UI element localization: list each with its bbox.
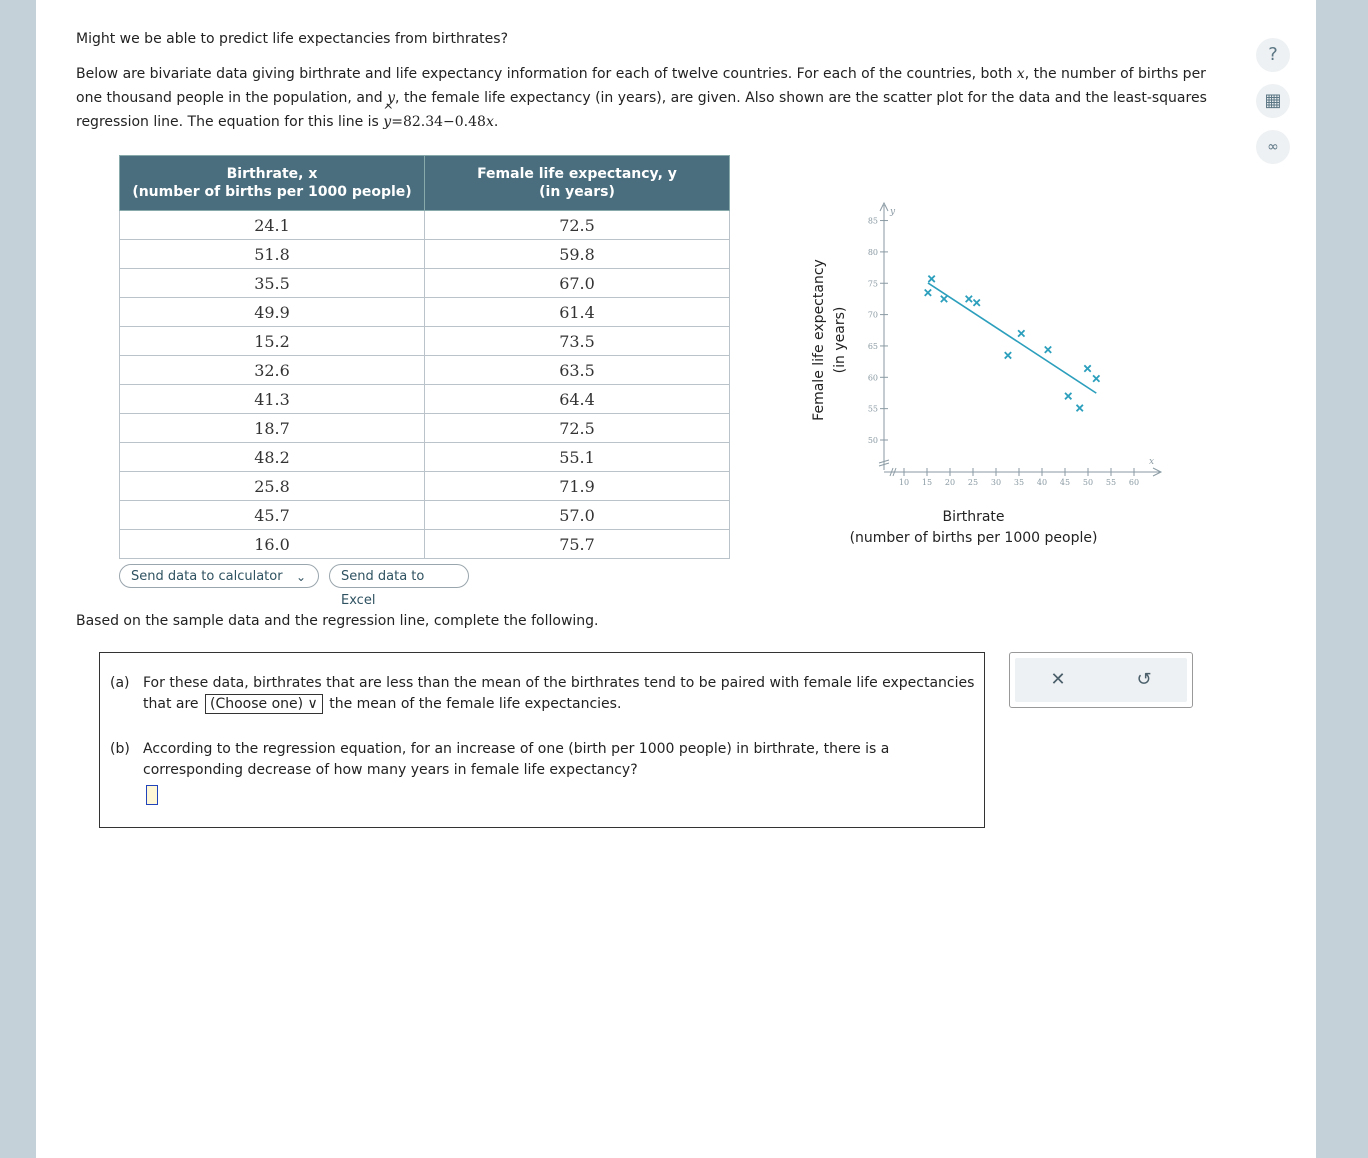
x-axis-label-line1: Birthrate xyxy=(942,509,1005,525)
x-axis-label-line2: (number of births per 1000 people) xyxy=(849,530,1098,546)
life-expectancy-cell: 72.5 xyxy=(425,211,730,240)
life-expectancy-cell: 71.9 xyxy=(425,472,730,501)
life-expectancy-cell: 63.5 xyxy=(425,356,730,385)
x-tick-label: 60 xyxy=(1128,478,1140,487)
header-x-unit: (number of births per 1000 people) xyxy=(132,184,412,200)
reset-button[interactable]: ↺ xyxy=(1136,669,1152,690)
table-row xyxy=(120,530,730,559)
intro-text-3: , the female life expectancy (in years), are given. Also shown are the scatter plot for the data and the least-squares regression line. The equation for this line is xyxy=(76,90,1207,130)
intro-y-var: y xyxy=(387,90,396,106)
link-button[interactable]: ∞ xyxy=(1256,130,1290,164)
life-expectancy-cell: 61.4 xyxy=(425,298,730,327)
table-row xyxy=(120,356,730,385)
y-tick-label: 55 xyxy=(867,404,878,414)
intro-text-2: , the number of births per one thousand people in the population, and xyxy=(76,66,1206,106)
regression-line xyxy=(928,283,1096,393)
y-axis-label xyxy=(811,259,848,421)
data-point xyxy=(1005,352,1011,358)
y-tick-label: 75 xyxy=(867,279,878,289)
part-b-text: According to the regression equation, for an increase of one (birth per 1000 people) in birthrate, there is a corresponding decrease of how many years in female life expectancy? xyxy=(143,741,890,778)
help-button[interactable]: ? xyxy=(1256,38,1290,72)
header-y-title: Female life expectancy, y xyxy=(477,166,677,182)
chevron-down-icon: ⌄ xyxy=(295,570,306,584)
y-tick-label: 85 xyxy=(867,216,878,226)
birthrate-cell: 45.7 xyxy=(120,501,425,530)
data-table xyxy=(119,155,730,559)
data-point xyxy=(973,299,979,305)
birthrate-cell: 18.7 xyxy=(120,414,425,443)
regression-equation xyxy=(383,103,394,134)
birthrate-cell: 25.8 xyxy=(120,472,425,501)
action-box xyxy=(1009,652,1193,708)
x-tick-label: 10 xyxy=(898,478,910,487)
x-tick-label: 35 xyxy=(1013,478,1025,487)
y-tick-label: 65 xyxy=(867,341,878,351)
data-point xyxy=(1018,330,1024,336)
data-point xyxy=(1093,375,1099,381)
life-expectancy-cell: 67.0 xyxy=(425,269,730,298)
part-a-text xyxy=(143,673,983,715)
table-row xyxy=(120,472,730,501)
table-row xyxy=(120,385,730,414)
intro-text-1: Below are bivariate data giving birthrate and life expectancy information for each of twelve countries. For each of the countries, both xyxy=(76,66,1017,82)
part-a-label: (a) xyxy=(110,675,130,691)
answer-input-b[interactable] xyxy=(146,785,158,805)
question-panel xyxy=(36,0,1316,1158)
scatter-chart xyxy=(766,195,1166,495)
send-to-excel-button[interactable]: Send data to Excel xyxy=(329,564,469,588)
data-point xyxy=(925,289,931,295)
birthrate-cell: 49.9 xyxy=(120,298,425,327)
part-b-label: (b) xyxy=(110,741,130,757)
header-y-unit: (in years) xyxy=(539,184,615,200)
y-axis-symbol: y xyxy=(890,207,896,217)
birthrate-cell: 16.0 xyxy=(120,530,425,559)
header-birthrate xyxy=(120,156,425,211)
life-expectancy-cell: 64.4 xyxy=(425,385,730,414)
data-point xyxy=(1065,393,1071,399)
instructions: Based on the sample data and the regression line, complete the following. xyxy=(76,613,599,629)
table-row xyxy=(120,327,730,356)
birthrate-cell: 24.1 xyxy=(120,211,425,240)
part-a-text-1: For these data, birthrates that are less than the mean of the birthrates tend to be paired with female life expectancies that are xyxy=(143,675,975,712)
life-expectancy-cell: 55.1 xyxy=(425,443,730,472)
equation-x: x xyxy=(485,114,494,130)
x-tick-label: 20 xyxy=(944,478,956,487)
comparison-select[interactable]: (Choose one) ∨ xyxy=(205,694,323,714)
clear-button[interactable]: ✕ xyxy=(1050,669,1066,690)
question-intro xyxy=(76,62,1236,134)
birthrate-cell: 51.8 xyxy=(120,240,425,269)
x-axis-caption xyxy=(841,507,1106,549)
table-row xyxy=(120,240,730,269)
header-life-expectancy xyxy=(425,156,730,211)
equation-yhat: y xyxy=(383,114,392,130)
birthrate-cell: 15.2 xyxy=(120,327,425,356)
equation-end: . xyxy=(493,114,499,130)
life-expectancy-cell: 72.5 xyxy=(425,414,730,443)
life-expectancy-cell: 57.0 xyxy=(425,501,730,530)
data-point xyxy=(941,296,947,302)
data-point xyxy=(966,296,972,302)
x-axis-symbol: x xyxy=(1149,457,1155,467)
intro-x-var: x xyxy=(1016,66,1025,82)
life-expectancy-cell: 73.5 xyxy=(425,327,730,356)
y-tick-label: 80 xyxy=(867,247,878,257)
life-expectancy-cell: 75.7 xyxy=(425,530,730,559)
y-axis-label-line: Female life expectancy xyxy=(811,259,827,421)
birthrate-cell: 35.5 xyxy=(120,269,425,298)
data-point xyxy=(928,276,934,282)
table-row xyxy=(120,501,730,530)
x-tick-label: 45 xyxy=(1059,478,1071,487)
hat-symbol: ^ xyxy=(383,103,394,117)
x-tick-label: 30 xyxy=(990,478,1002,487)
table-row xyxy=(120,298,730,327)
table-row xyxy=(120,269,730,298)
part-a-text-2: the mean of the female life expectancies. xyxy=(324,696,622,712)
y-tick-label: 60 xyxy=(867,373,878,383)
data-point xyxy=(1077,405,1083,411)
table-row xyxy=(120,414,730,443)
question-box xyxy=(99,652,985,828)
birthrate-cell: 41.3 xyxy=(120,385,425,414)
send-calculator-label: Send data to calculator xyxy=(131,569,283,584)
data-point xyxy=(1045,347,1051,353)
y-axis-label-line: (in years) xyxy=(832,306,848,374)
send-to-calculator-button[interactable] xyxy=(119,564,319,588)
header-x-title: Birthrate, x xyxy=(226,166,318,182)
equation-rhs: =82.34−0.48 xyxy=(391,114,486,130)
y-tick-label: 50 xyxy=(867,436,878,445)
action-bar xyxy=(1015,658,1187,702)
x-tick-label: 55 xyxy=(1105,478,1117,487)
data-point xyxy=(1084,365,1090,371)
table-row xyxy=(120,211,730,240)
table-row xyxy=(120,443,730,472)
x-tick-label: 40 xyxy=(1036,478,1048,487)
y-tick-label: 70 xyxy=(867,310,878,320)
question-prompt: Might we be able to predict life expectancies from birthrates? xyxy=(76,31,509,47)
calculator-button[interactable]: ▦ xyxy=(1256,84,1290,118)
birthrate-cell: 32.6 xyxy=(120,356,425,385)
birthrate-cell: 48.2 xyxy=(120,443,425,472)
x-tick-label: 25 xyxy=(967,478,979,487)
x-tick-label: 15 xyxy=(921,478,933,487)
x-tick-label: 50 xyxy=(1082,478,1094,487)
life-expectancy-cell: 59.8 xyxy=(425,240,730,269)
